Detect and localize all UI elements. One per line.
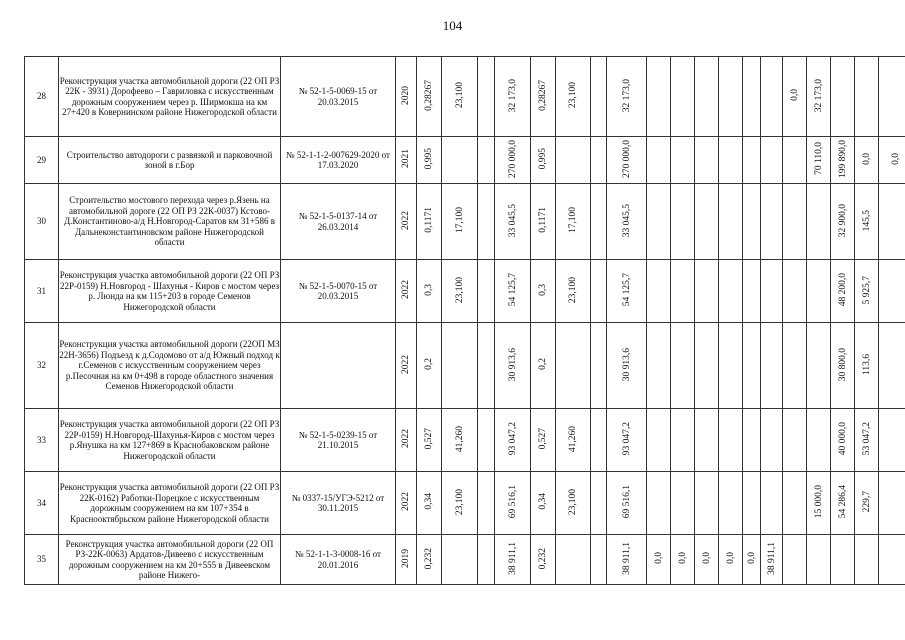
table-row — [25, 409, 905, 472]
value-cell — [607, 184, 647, 260]
value-text: 0,527 — [538, 428, 548, 450]
value-cell — [695, 323, 719, 409]
value-text: 69 516,1 — [621, 485, 632, 519]
object-name: Реконструкция участка автомобильной дороги (22 ОП РЗ 22Р-0159) Н.Новгород - Шахунья - Киров с мостом через р. Люнда на км 115+203 в городе Семенов Нижегородской области — [59, 260, 281, 323]
value-cell — [647, 472, 671, 535]
value-text: 270 000,0 — [621, 139, 632, 178]
value-cell — [807, 535, 831, 585]
value-cell — [647, 184, 671, 260]
value-text: 41,260 — [454, 425, 465, 452]
value-text: 54 286,4 — [837, 485, 848, 519]
expertise-document: № 52-1-5-0239-15 от 21.10.2015 — [281, 409, 396, 472]
value-text: 2019 — [401, 548, 411, 568]
value-cell — [442, 472, 478, 535]
value-cell — [591, 535, 607, 585]
value-cell — [879, 472, 905, 535]
value-cell — [831, 472, 855, 535]
value-cell — [743, 57, 761, 137]
value-cell — [607, 260, 647, 323]
value-cell — [417, 184, 442, 260]
value-text: 54 125,7 — [507, 273, 518, 307]
value-cell — [761, 323, 783, 409]
value-cell — [807, 184, 831, 260]
value-cell — [591, 260, 607, 323]
value-cell — [671, 323, 695, 409]
value-cell — [647, 409, 671, 472]
value-text: 2022 — [401, 210, 411, 230]
value-cell — [831, 57, 855, 137]
value-cell — [531, 184, 556, 260]
value-cell — [556, 137, 591, 184]
table-row — [25, 323, 905, 409]
value-cell — [807, 137, 831, 184]
value-cell — [607, 409, 647, 472]
value-text: 0,0 — [789, 89, 800, 102]
value-text: 48 200,0 — [837, 273, 848, 307]
value-cell — [695, 409, 719, 472]
value-cell — [495, 409, 531, 472]
value-cell — [761, 137, 783, 184]
row-number: 33 — [25, 409, 59, 472]
value-cell — [591, 409, 607, 472]
value-cell — [879, 323, 905, 409]
value-text: 0,995 — [538, 148, 548, 170]
value-text: 23,100 — [568, 276, 578, 303]
value-text: 229,7 — [861, 491, 872, 513]
value-cell — [531, 137, 556, 184]
value-cell — [396, 260, 417, 323]
object-name: Строительство автодороги с развязкой и парковочной зоной в г.Бор — [59, 137, 281, 184]
value-cell — [695, 184, 719, 260]
value-cell — [556, 184, 591, 260]
value-cell — [531, 535, 556, 585]
value-cell — [761, 260, 783, 323]
value-cell — [591, 472, 607, 535]
value-cell — [855, 323, 879, 409]
value-text: 199 890,0 — [837, 139, 848, 178]
value-cell — [855, 57, 879, 137]
value-cell — [695, 472, 719, 535]
value-cell — [719, 137, 743, 184]
value-text: 32 900,0 — [837, 203, 848, 237]
value-cell — [417, 472, 442, 535]
value-cell — [495, 472, 531, 535]
value-text: 41,260 — [568, 425, 578, 452]
value-cell — [478, 472, 495, 535]
value-cell — [591, 57, 607, 137]
value-cell — [879, 260, 905, 323]
value-text: 2022 — [401, 429, 411, 449]
value-cell — [831, 323, 855, 409]
row-number: 34 — [25, 472, 59, 535]
value-cell — [831, 137, 855, 184]
value-cell — [647, 260, 671, 323]
value-cell — [647, 535, 671, 585]
value-cell — [417, 323, 442, 409]
value-cell — [807, 323, 831, 409]
value-cell — [879, 137, 905, 184]
value-text: 0,1171 — [538, 207, 548, 234]
value-cell — [719, 535, 743, 585]
value-cell — [671, 57, 695, 137]
value-cell — [478, 137, 495, 184]
value-text: 38 911,1 — [507, 541, 518, 575]
value-cell — [761, 57, 783, 137]
value-cell — [442, 57, 478, 137]
value-text: 0,0 — [701, 552, 712, 565]
value-text: 23,100 — [568, 82, 578, 109]
object-name: Реконструкция участка автомобильной дороги (22 ОП РЗ 22К - 3931) Дорофеево – Гавриловка с искусственным дорожным сооружением через р. Ширмокша на км 27+420 в Ковернинском районе Нижегородской области — [59, 57, 281, 137]
value-cell — [556, 472, 591, 535]
value-text: 0,0 — [861, 152, 872, 165]
value-cell — [761, 472, 783, 535]
objects-table — [24, 56, 905, 585]
object-name: Реконструкция участка автомобильной дороги (22 ОП РЗ-22К-0063) Ардатов-Дивеево с искусственным дорожным сооружением на км 20+555 в Дивеевском районе Нижего- — [59, 535, 281, 585]
value-cell — [783, 184, 807, 260]
object-name: Реконструкция участка автомобильной дороги (22ОП МЗ 22Н-3656) Подъезд к д.Содомово от а/д Южный подход к г.Семенов с искусственным сооружением через р.Песочная на км 0+498 в городе областного значения Семенов Нижегородской области — [59, 323, 281, 409]
value-cell — [607, 137, 647, 184]
value-text: 93 047,2 — [621, 422, 632, 456]
row-number: 31 — [25, 260, 59, 323]
value-cell — [783, 472, 807, 535]
value-text: 30 913,6 — [507, 347, 518, 381]
value-cell — [396, 57, 417, 137]
value-cell — [783, 323, 807, 409]
value-text: 23,100 — [454, 82, 465, 109]
value-cell — [478, 409, 495, 472]
value-cell — [783, 409, 807, 472]
value-cell — [442, 260, 478, 323]
value-text: 270 000,0 — [507, 139, 518, 178]
value-cell — [743, 260, 761, 323]
value-cell — [671, 472, 695, 535]
value-cell — [417, 409, 442, 472]
value-text: 38 911,1 — [621, 541, 632, 575]
value-cell — [671, 184, 695, 260]
value-cell — [531, 409, 556, 472]
value-cell — [396, 137, 417, 184]
value-cell — [417, 57, 442, 137]
value-text: 0,0 — [677, 552, 688, 565]
value-cell — [647, 137, 671, 184]
value-cell — [783, 137, 807, 184]
value-cell — [719, 323, 743, 409]
value-cell — [671, 260, 695, 323]
table-row — [25, 535, 905, 585]
value-cell — [647, 57, 671, 137]
table-row — [25, 184, 905, 260]
value-cell — [671, 535, 695, 585]
value-text: 40 000,0 — [837, 422, 848, 456]
value-text: 38 911,1 — [766, 541, 777, 575]
value-text: 2021 — [401, 149, 411, 169]
value-cell — [417, 535, 442, 585]
value-cell — [478, 535, 495, 585]
value-cell — [556, 323, 591, 409]
value-cell — [719, 184, 743, 260]
value-text: 145,5 — [861, 209, 872, 231]
value-text: 23,100 — [454, 276, 465, 303]
value-text: 0,2 — [538, 358, 548, 371]
value-cell — [607, 57, 647, 137]
value-cell — [495, 137, 531, 184]
row-number: 32 — [25, 323, 59, 409]
value-text: 30 800,0 — [837, 347, 848, 381]
table-row — [25, 260, 905, 323]
value-text: 0,232 — [424, 547, 434, 569]
table-row — [25, 137, 905, 184]
value-cell — [478, 260, 495, 323]
value-text: 0,0 — [891, 152, 901, 165]
expertise-document: № 52-1-5-0137-14 от 26.03.2014 — [281, 184, 396, 260]
value-cell — [695, 535, 719, 585]
value-cell — [695, 57, 719, 137]
value-cell — [442, 409, 478, 472]
value-cell — [831, 184, 855, 260]
value-cell — [396, 323, 417, 409]
value-text: 32 173,0 — [813, 78, 824, 112]
value-text: 70 110,0 — [813, 142, 824, 176]
value-text: 2022 — [401, 280, 411, 300]
value-cell — [743, 137, 761, 184]
value-cell — [743, 472, 761, 535]
expertise-document — [281, 323, 396, 409]
value-text: 33 045,5 — [621, 203, 632, 237]
value-cell — [396, 535, 417, 585]
row-number: 35 — [25, 535, 59, 585]
row-number: 28 — [25, 57, 59, 137]
value-text: 23,100 — [568, 488, 578, 515]
value-cell — [591, 137, 607, 184]
value-cell — [719, 409, 743, 472]
object-name: Строительство мостового перехода через р.Язень на автомобильной дороге (22 ОП РЗ 22К-0037) Кстово-Д.Константиново-а/д Н.Новгород-Саратов км 31+586 в Дальнеконстантиновском районе Нижегородской области — [59, 184, 281, 260]
value-cell — [743, 323, 761, 409]
value-cell — [743, 184, 761, 260]
value-cell — [719, 57, 743, 137]
value-cell — [831, 409, 855, 472]
value-cell — [879, 57, 905, 137]
value-text: 5 925,7 — [861, 275, 872, 304]
value-cell — [671, 409, 695, 472]
value-text: 2022 — [401, 354, 411, 374]
value-cell — [879, 535, 905, 585]
value-cell — [556, 535, 591, 585]
value-cell — [855, 137, 879, 184]
value-text: 0,0 — [746, 552, 757, 565]
value-text: 2022 — [401, 492, 411, 512]
value-text: 93 047,2 — [507, 422, 518, 456]
value-cell — [783, 535, 807, 585]
value-cell — [831, 535, 855, 585]
value-cell — [556, 260, 591, 323]
value-cell — [442, 137, 478, 184]
value-cell — [531, 472, 556, 535]
row-number: 29 — [25, 137, 59, 184]
value-cell — [831, 260, 855, 323]
value-cell — [556, 409, 591, 472]
value-text: 0,34 — [538, 493, 548, 511]
value-cell — [396, 472, 417, 535]
value-cell — [591, 323, 607, 409]
value-cell — [695, 137, 719, 184]
value-cell — [761, 535, 783, 585]
value-cell — [495, 184, 531, 260]
value-cell — [607, 535, 647, 585]
value-cell — [531, 323, 556, 409]
value-cell — [761, 409, 783, 472]
table-row — [25, 472, 905, 535]
value-cell — [607, 323, 647, 409]
value-cell — [495, 535, 531, 585]
value-text: 0,995 — [424, 148, 434, 170]
value-cell — [442, 184, 478, 260]
value-cell — [531, 57, 556, 137]
value-cell — [719, 472, 743, 535]
value-text: 0,28267 — [538, 79, 548, 111]
expertise-document: № 52-1-5-0069-15 от 20.03.2015 — [281, 57, 396, 137]
value-cell — [671, 137, 695, 184]
value-cell — [495, 323, 531, 409]
value-text: 0,34 — [424, 493, 434, 511]
value-text: 17,100 — [568, 207, 578, 234]
value-cell — [743, 409, 761, 472]
value-text: 0,3 — [424, 283, 434, 296]
value-cell — [807, 409, 831, 472]
value-text: 23,100 — [454, 488, 465, 515]
value-cell — [761, 184, 783, 260]
value-cell — [807, 260, 831, 323]
expertise-document: № 52-1-1-2-007629-2020 от 17.03.2020 — [281, 137, 396, 184]
value-cell — [417, 137, 442, 184]
value-text: 32 173,0 — [507, 78, 518, 112]
value-cell — [647, 323, 671, 409]
expertise-document: № 52-1-1-3-0008-16 от 20.01.2016 — [281, 535, 396, 585]
value-cell — [855, 472, 879, 535]
value-cell — [478, 184, 495, 260]
value-cell — [591, 184, 607, 260]
value-text: 0,0 — [653, 552, 664, 565]
value-text: 32 173,0 — [621, 78, 632, 112]
expertise-document: № 0337-15/УГЭ-5212 от 30.11.2015 — [281, 472, 396, 535]
table-row — [25, 57, 905, 137]
value-cell — [531, 260, 556, 323]
value-cell — [879, 184, 905, 260]
value-text: 33 045,5 — [507, 203, 518, 237]
value-cell — [855, 184, 879, 260]
value-text: 113,6 — [861, 353, 872, 375]
value-cell — [478, 323, 495, 409]
value-text: 15 000,0 — [813, 485, 824, 519]
value-cell — [417, 260, 442, 323]
value-text: 0,232 — [538, 547, 548, 569]
value-text: 0,28267 — [424, 79, 434, 111]
value-text: 0,0 — [725, 552, 736, 565]
value-text: 0,3 — [538, 283, 548, 296]
object-name: Реконструкция участка автомобильной дороги (22 ОП РЗ 22К-0162) Работки-Порецкое с искусственным дорожным сооружением на км 107+354 в Краснооктябрьском районе Нижегородской области — [59, 472, 281, 535]
value-cell — [855, 409, 879, 472]
value-cell — [743, 535, 761, 585]
value-cell — [855, 535, 879, 585]
value-text: 0,2 — [424, 358, 434, 371]
value-cell — [807, 472, 831, 535]
value-cell — [783, 57, 807, 137]
value-cell — [556, 57, 591, 137]
value-text: 0,527 — [424, 428, 434, 450]
value-text: 69 516,1 — [507, 485, 518, 519]
value-cell — [607, 472, 647, 535]
row-number: 30 — [25, 184, 59, 260]
value-cell — [719, 260, 743, 323]
value-text: 30 913,6 — [621, 347, 632, 381]
value-cell — [396, 409, 417, 472]
value-text: 17,100 — [454, 207, 465, 234]
page-number: 104 — [442, 18, 463, 33]
value-text: 54 125,7 — [621, 273, 632, 307]
value-cell — [495, 260, 531, 323]
value-text: 0,1171 — [424, 207, 434, 234]
value-cell — [495, 57, 531, 137]
object-name: Реконструкция участка автомобильной дороги (22 ОП РЗ 22Р-0159) Н.Новгород-Шахунья-Киров с мостом через р.Янушка на км 127+869 в Краснобаковском районе Нижегородской области — [59, 409, 281, 472]
expertise-document: № 52-1-5-0070-15 от 20.03.2015 — [281, 260, 396, 323]
value-cell — [396, 184, 417, 260]
value-cell — [478, 57, 495, 137]
value-cell — [855, 260, 879, 323]
value-text: 53 047,2 — [861, 422, 872, 456]
value-cell — [442, 323, 478, 409]
value-text: 2020 — [401, 85, 411, 105]
value-cell — [695, 260, 719, 323]
value-cell — [807, 57, 831, 137]
value-cell — [879, 409, 905, 472]
value-cell — [442, 535, 478, 585]
value-cell — [783, 260, 807, 323]
